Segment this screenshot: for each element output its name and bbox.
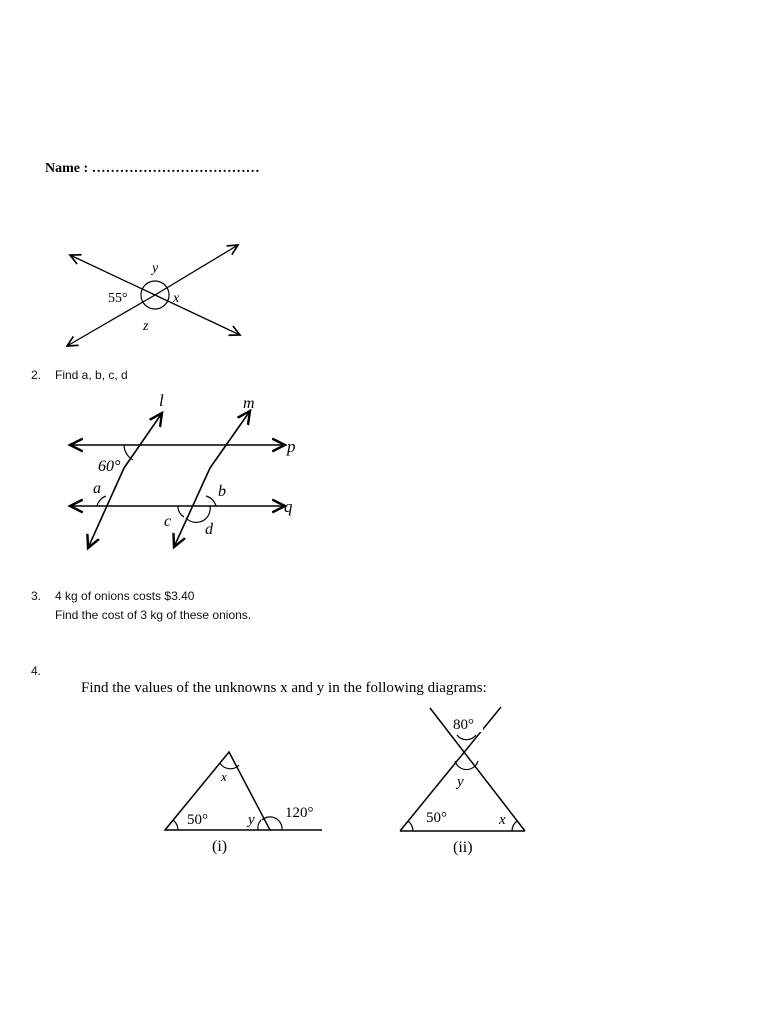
q4ii-caption: (ii) xyxy=(453,839,473,856)
q2-angle-60-label: 60° xyxy=(98,458,121,475)
q2-parallel-lines-diagram xyxy=(60,388,320,558)
q2-p-label: p xyxy=(287,437,296,456)
q4-diagram-i xyxy=(155,745,335,860)
q2-arc-c xyxy=(178,506,184,517)
q4ii-y-label: y xyxy=(457,774,464,790)
q1-angle-55-label: 55° xyxy=(108,291,128,306)
q4i-x-label: x xyxy=(221,769,227,784)
q4-title: Find the values of the unknowns x and y in the following diagrams: xyxy=(81,680,487,696)
q2-c-label: c xyxy=(164,513,172,530)
q2-arc-b xyxy=(206,496,216,506)
q1-x-label: x xyxy=(173,291,180,306)
q2-d-label: d xyxy=(205,521,213,538)
q4ii-angle-80-label: 80° xyxy=(453,717,474,733)
q4ii-angle-50-label: 50° xyxy=(426,810,447,826)
q4ii-arc-80 xyxy=(457,735,476,740)
q4i-arc-120 xyxy=(262,817,282,830)
q1-z-label: z xyxy=(143,319,149,334)
q3-line2: Find the cost of 3 kg of these onions. xyxy=(55,608,252,622)
q4i-arc-50 xyxy=(173,820,178,830)
q1-y-label: y xyxy=(152,261,159,276)
q4i-caption: (i) xyxy=(212,838,228,855)
q2-b-label: b xyxy=(218,483,226,500)
name-field-label: Name : ……………………………… xyxy=(45,161,260,176)
q2-a-label: a xyxy=(93,480,101,497)
q4ii-arc-x xyxy=(512,821,517,831)
q2-line-m-up xyxy=(210,411,250,468)
q2-prompt: Find a, b, c, d xyxy=(55,368,128,382)
q2-line-l-up xyxy=(124,413,162,468)
q4ii-x-label: x xyxy=(499,812,506,828)
q2-l-label: l xyxy=(159,391,164,410)
q4-diagram-ii xyxy=(395,700,535,860)
q4ii-arc-50 xyxy=(408,821,413,831)
q2-q-label: q xyxy=(284,497,293,516)
q2-number: 2. xyxy=(31,368,42,382)
q4i-y-label: y xyxy=(248,812,255,828)
q4i-arc-y xyxy=(258,820,261,830)
q4ii-side-left xyxy=(400,707,501,831)
q2-arc-a xyxy=(97,496,106,506)
q3-line1: 4 kg of onions costs $3.40 xyxy=(55,589,195,603)
q2-m-label: m xyxy=(243,395,255,412)
q3-number: 3. xyxy=(31,589,42,603)
q4-number: 4. xyxy=(31,664,42,678)
q1-intersecting-lines-diagram xyxy=(55,238,275,353)
q4i-angle-50-label: 50° xyxy=(187,812,208,828)
q4i-angle-120-label: 120° xyxy=(285,805,314,821)
